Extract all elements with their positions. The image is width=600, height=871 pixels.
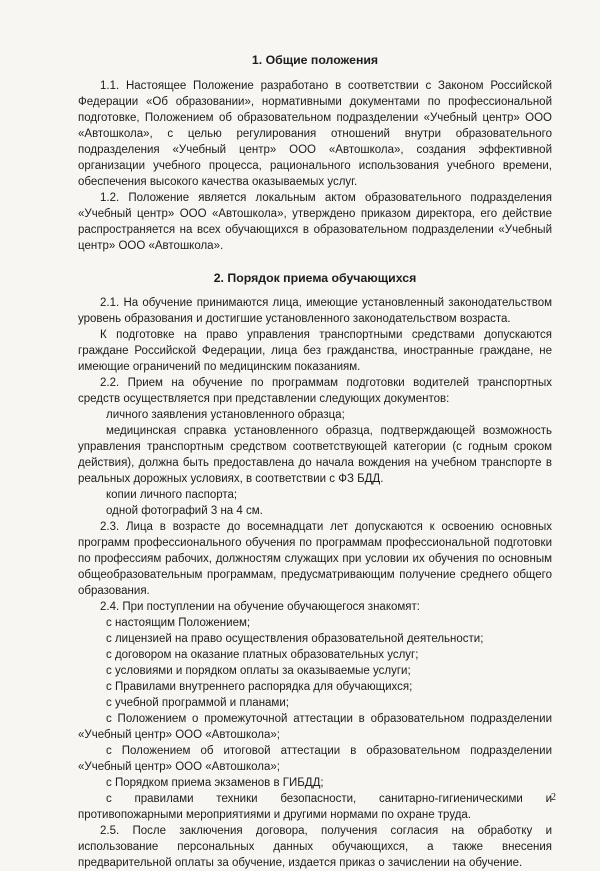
document-item: медицинская справка установленного образца, подтверждающей возможность управления транспортным средством соответствующей категории (с годным сроком действия), должна быть предоставлена до начала вождения на учебном транспорте в реальных дорожных условиях, в соответствии с ФЗ БДД. xyxy=(78,425,552,485)
document-item: личного заявления установленного образца; xyxy=(106,409,345,421)
document-item: одной фотографий 3 на 4 см. xyxy=(106,505,263,517)
familiarization-item: с Правилами внутреннего распорядка для обучающихся; xyxy=(106,681,413,693)
paragraph-1-1: 1.1. Настоящее Положение разработано в соответствии с Законом Российской Федерации «Об образовании», нормативными документами по профессиональной подготовке, Положением об образовательном подразделении «Учебный центр» ООО «Автошкола», с целью регулирования отношений внутри образовательного подразделения «Учебный центр» ООО «Автошкола», создания эффективной организации учебного процесса, рационального использования учебного времени, обеспечения высокого качества оказываемых услуг. xyxy=(78,80,552,188)
familiarization-item: с лицензией на право осуществления образовательной деятельности; xyxy=(106,633,484,645)
paragraph-2-4: 2.4. При поступлении на обучение обучающегося знакомят: xyxy=(100,601,420,613)
familiarization-item: с Положением об итоговой аттестации в образовательном подразделении «Учебный центр» ООО «Автошкола»; xyxy=(78,745,552,773)
paragraph-2-5: 2.5. После заключения договора, получения согласия на обработку и использование персональных данных обучающихся, а также внесения предварительной оплаты за обучение, издается приказ о зачислении на обучение. xyxy=(78,825,552,869)
paragraph-1-2: 1.2. Положение является локальным актом образовательного подразделения «Учебный центр» ООО «Автошкола», утверждено приказом директора, его действие распространяется на всех обучающихся в образовательном подразделении «Учебный центр» ООО «Автошкола». xyxy=(78,192,552,252)
familiarization-item: с Положением о промежуточной аттестации в образовательном подразделении «Учебный центр» ООО «Автошкола»; xyxy=(78,713,552,741)
familiarization-item: с правилами техники безопасности, санитарно-гигиеническими и противопожарными мероприятиями и другими нормами по охране труда. xyxy=(78,793,552,821)
page-number: 2 xyxy=(551,792,556,803)
familiarization-item: с Порядком приема экзаменов в ГИБДД; xyxy=(106,777,324,789)
paragraph-2-1: 2.1. На обучение принимаются лица, имеющие установленный законодательством уровень образования и достигшие установленного законодательством возраста. xyxy=(78,297,552,325)
paragraph-2-3: 2.3. Лица в возрасте до восемнадцати лет допускаются к освоению основных программ профессионального обучения по программам профессиональной подготовки по профессиям рабочих, должностям служащих при условии их обучения по основным общеобразовательным программам, предусматривающим получение среднего общего образования. xyxy=(78,521,552,597)
section-1-title: 1. Общие положения xyxy=(251,53,379,67)
familiarization-item: с учебной программой и планами; xyxy=(106,697,289,709)
section-2-title: 2. Порядок приема обучающихся xyxy=(213,271,417,285)
familiarization-item: с договором на оказание платных образовательных услуг; xyxy=(106,649,419,661)
familiarization-item: с настоящим Положением; xyxy=(106,617,251,629)
document-item: копии личного паспорта; xyxy=(106,489,238,501)
paragraph-admission-conditions: К подготовке на право управления транспортными средствами допускаются граждане Российской Федерации, лица без гражданства, иностранные граждане, не имеющие ограничений по медицинским показаниям. xyxy=(78,329,552,373)
paragraph-2-2: 2.2. Прием на обучение по программам подготовки водителей транспортных средств осуществляется при представлении следующих документов: xyxy=(78,377,552,405)
familiarization-item: с условиями и порядком оплаты за оказываемые услуги; xyxy=(106,665,411,677)
